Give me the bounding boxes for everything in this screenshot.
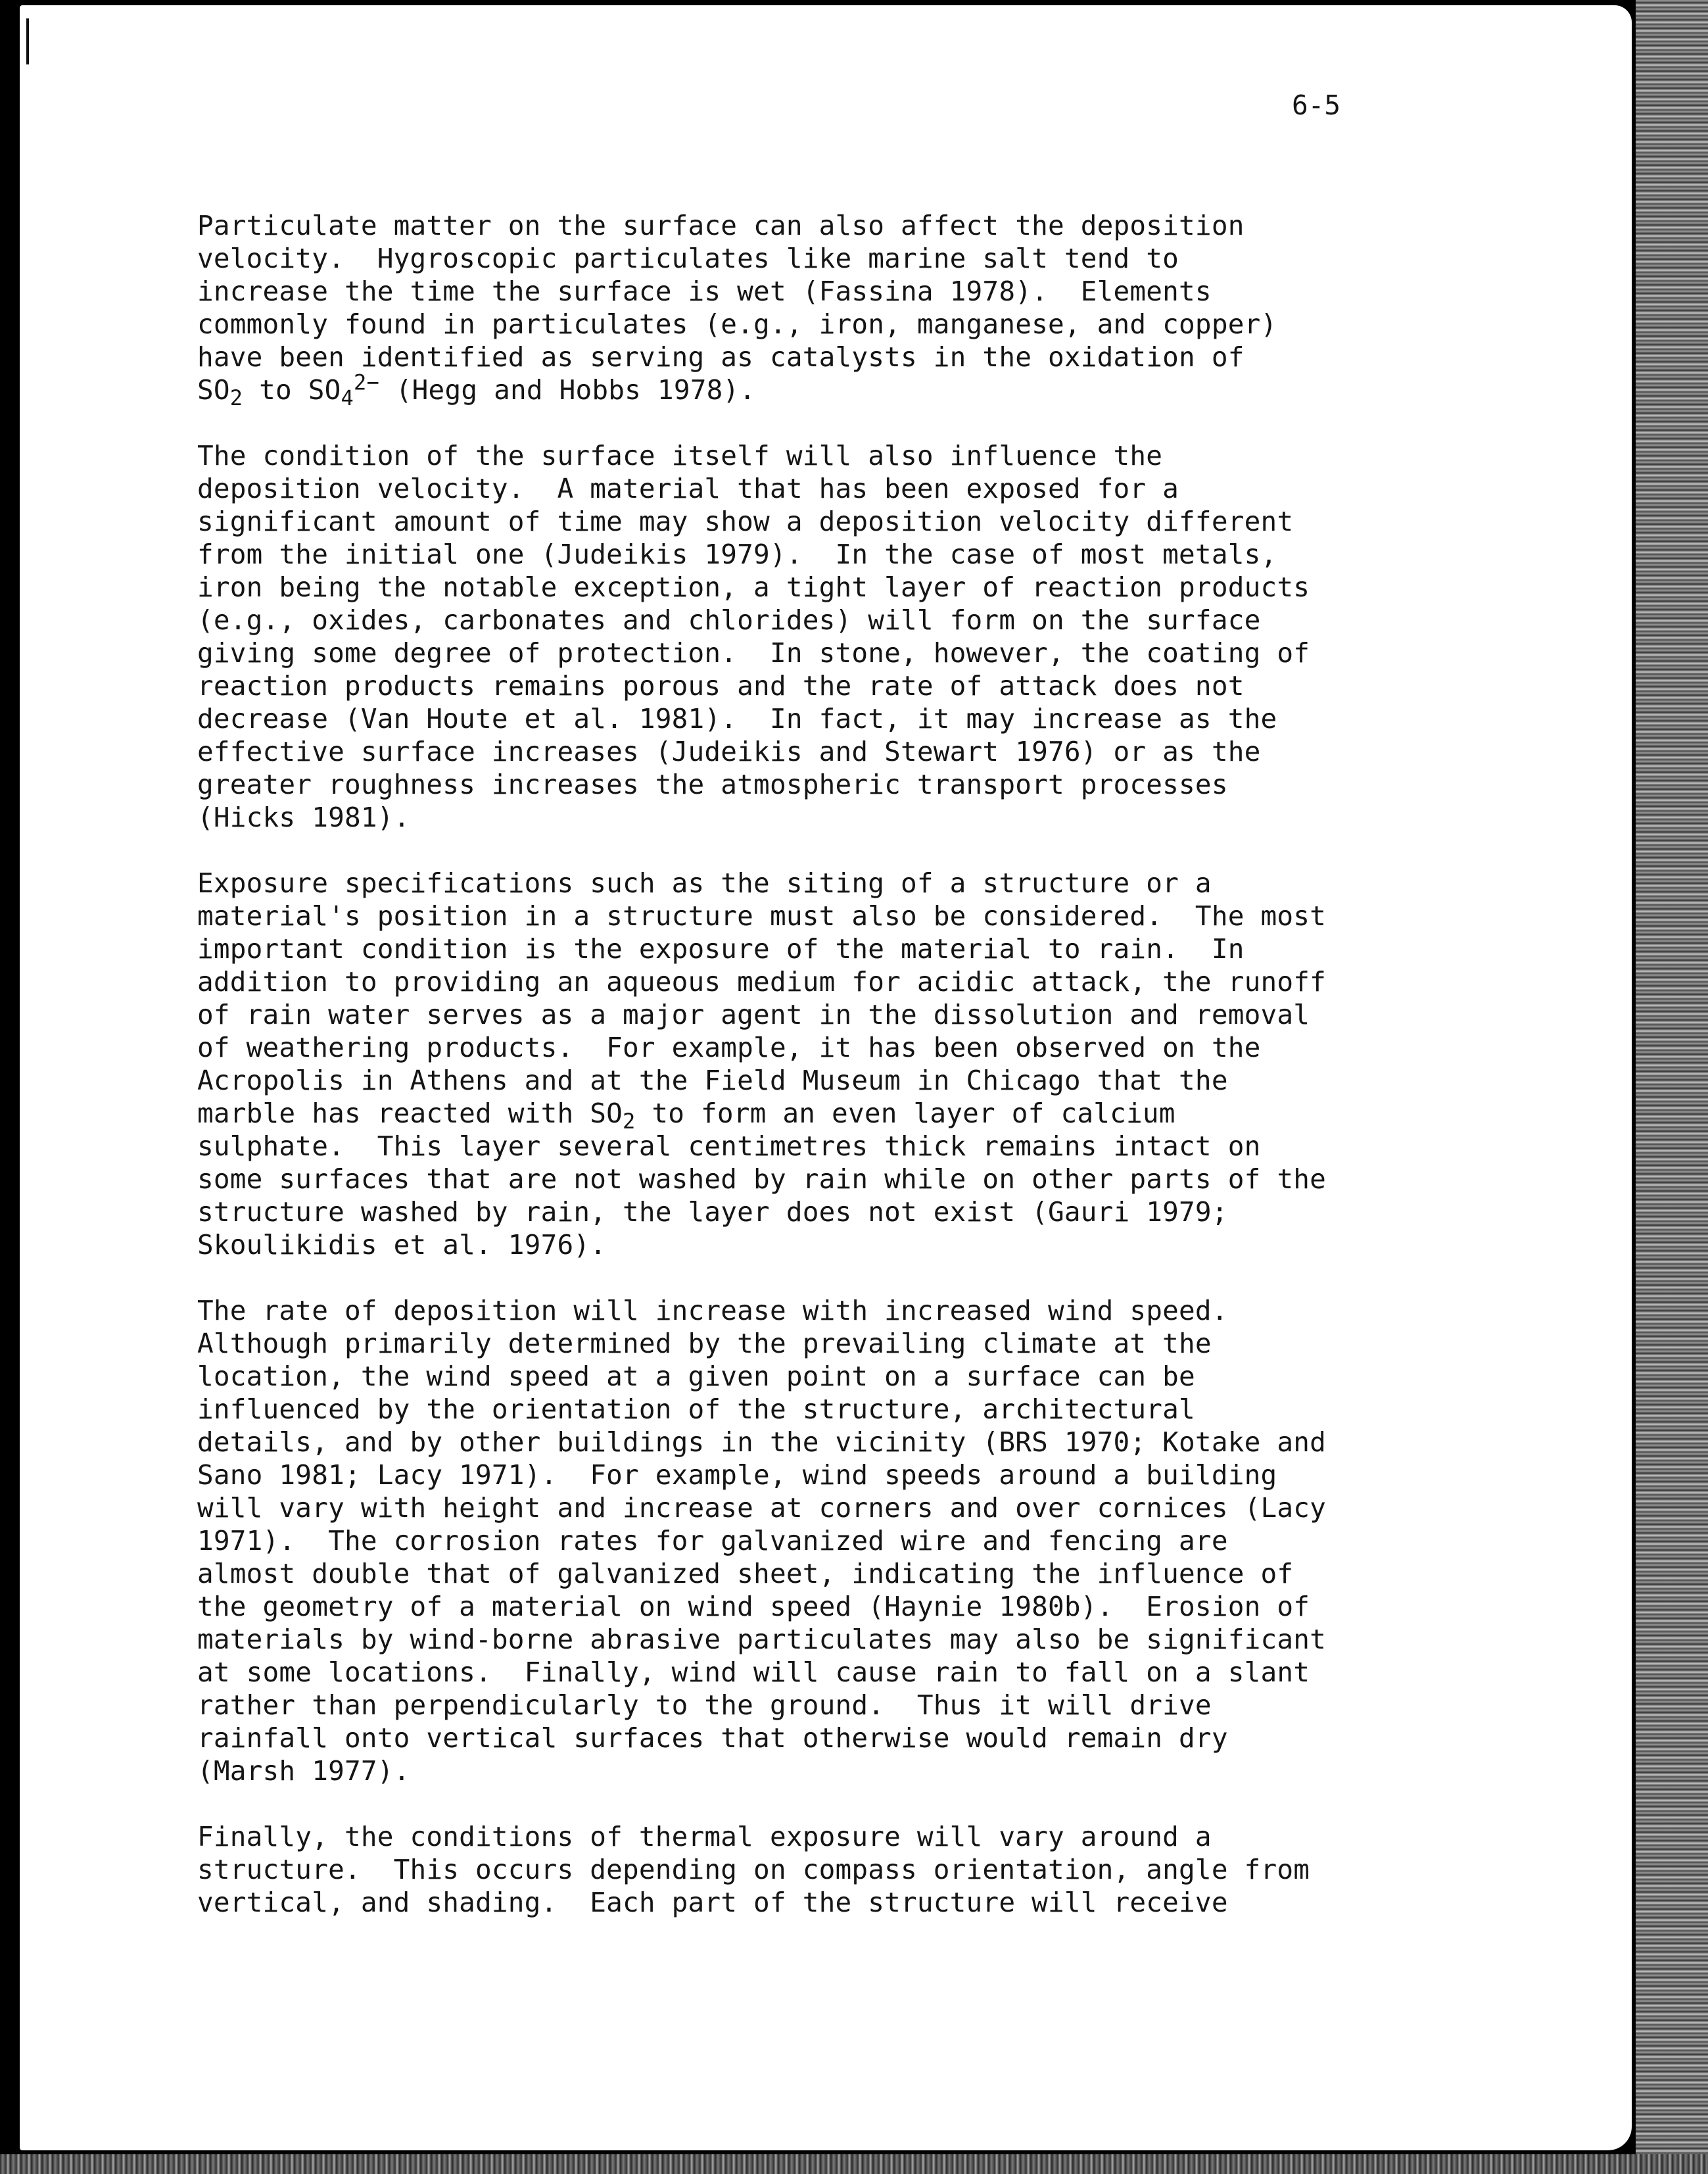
paragraph [197,209,1394,411]
text-line: vertical, and shading. Each part of the structure will receive [197,1887,1228,1918]
text-line: materials by wind-borne abrasive particulates may also be significant [197,1624,1327,1655]
text-line: commonly found in particulates (e.g., iron, manganese, and copper) [197,308,1277,340]
text-line [197,1097,1394,1134]
text-line: some surfaces that are not washed by rain while on other parts of the [197,1163,1327,1195]
text-run: to form an even layer of calcium [635,1098,1175,1129]
paragraph [197,1820,1394,1919]
text-line: The condition of the surface itself will also influence the [197,440,1163,471]
text-line: The rate of deposition will increase with increased wind speed. [197,1295,1228,1326]
subscript: 4 [341,385,354,411]
superscript: 2− [354,370,379,395]
text-line [197,370,1394,411]
scan-edge-right [1636,0,1708,2174]
text-line: of weathering products. For example, it has been observed on the [197,1032,1261,1063]
text-line: velocity. Hygroscopic particulates like marine salt tend to [197,243,1179,274]
binding-mark [26,18,29,64]
text-line: Sano 1981; Lacy 1971). For example, wind speeds around a building [197,1459,1277,1491]
text-line: influenced by the orientation of the structure, architectural [197,1393,1195,1425]
text-line: Although primarily determined by the prevailing climate at the [197,1328,1212,1359]
paragraph [197,867,1394,1261]
text-line: rather than perpendicularly to the ground. Thus it will drive [197,1689,1212,1721]
text-line: structure washed by rain, the layer does not exist (Gauri 1979; [197,1196,1228,1228]
text-line: (Hicks 1981). [197,802,410,833]
text-line: of rain water serves as a major agent in the dissolution and removal [197,999,1310,1030]
document-body [197,209,1394,1952]
text-line: the geometry of a material on wind speed (Haynie 1980b). Erosion of [197,1591,1310,1622]
text-line: increase the time the surface is wet (Fassina 1978). Elements [197,276,1212,307]
text-line: sulphate. This layer several centimetres thick remains intact on [197,1130,1261,1162]
text-line: location, the wind speed at a given point on a surface can be [197,1361,1195,1392]
text-line: decrease (Van Houte et al. 1981). In fact, it may increase as the [197,703,1277,735]
text-line: effective surface increases (Judeikis and Stewart 1976) or as the [197,736,1261,767]
text-line: structure. This occurs depending on compass orientation, angle from [197,1854,1310,1885]
text-line: significant amount of time may show a deposition velocity different [197,506,1294,537]
text-line: Skoulikidis et al. 1976). [197,1229,607,1261]
text-run: (Hegg and Hobbs 1978). [379,374,756,406]
text-line: (Marsh 1977). [197,1755,410,1787]
scan-edge-bottom [0,2154,1708,2174]
text-line: addition to providing an aqueous medium for acidic attack, the runoff [197,966,1327,998]
text-line: rainfall onto vertical surfaces that otherwise would remain dry [197,1722,1228,1754]
text-run: SO [197,374,230,406]
text-line: deposition velocity. A material that has been exposed for a [197,473,1179,504]
text-line: Finally, the conditions of thermal exposure will vary around a [197,1821,1212,1852]
text-line: almost double that of galvanized sheet, indicating the influence of [197,1558,1294,1589]
text-line: Acropolis in Athens and at the Field Museum in Chicago that the [197,1065,1228,1096]
text-line: material's position in a structure must also be considered. The most [197,900,1327,932]
subscript: 2 [623,1109,636,1134]
text-line: at some locations. Finally, wind will cause rain to fall on a slant [197,1656,1310,1688]
text-run: to SO [243,374,341,406]
text-line: from the initial one (Judeikis 1979). In the case of most metals, [197,539,1277,570]
text-line: Exposure specifications such as the siting of a structure or a [197,867,1212,899]
text-line: Particulate matter on the surface can also affect the deposition [197,210,1245,241]
text-line: (e.g., oxides, carbonates and chlorides) will form on the surface [197,604,1261,636]
text-line: important condition is the exposure of the material to rain. In [197,933,1245,965]
text-run: marble has reacted with SO [197,1098,623,1129]
subscript: 2 [229,385,243,411]
text-line: details, and by other buildings in the vicinity (BRS 1970; Kotake and [197,1426,1327,1458]
text-line: 1971). The corrosion rates for galvanized wire and fencing are [197,1525,1228,1557]
page-number: 6-5 [1292,89,1341,121]
text-line: greater roughness increases the atmospheric transport processes [197,769,1228,800]
text-line: will vary with height and increase at corners and over cornices (Lacy [197,1492,1327,1524]
text-line: giving some degree of protection. In stone, however, the coating of [197,637,1310,669]
text-line: have been identified as serving as catalysts in the oxidation of [197,341,1245,373]
paragraph [197,439,1394,834]
text-line: iron being the notable exception, a tight layer of reaction products [197,571,1310,603]
paragraph [197,1294,1394,1787]
text-line: reaction products remains porous and the rate of attack does not [197,670,1245,702]
